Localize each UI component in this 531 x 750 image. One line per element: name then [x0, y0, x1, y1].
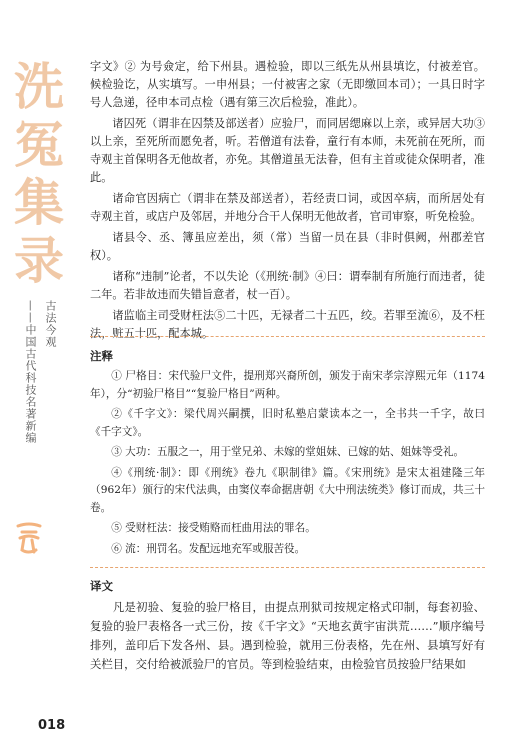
paragraph: 字文》② 为号僉定，给下州县。遇检验，即以三纸先从州县填讫，付被差官。候检验讫，从实填写。一申州县；一付被害之家（无即缴回本司）；一具日时字号人急递，径申本司点检（遇有第三次后检验，准此）。: [90, 60, 485, 109]
book-side-title: [8, 58, 70, 290]
note-item: ③ 大功：五服之一，用于堂兄弟、未嫁的堂姐妹、已嫁的姑、姐妹等受礼。: [111, 446, 465, 458]
translation-heading: 译文: [90, 579, 113, 593]
note-item: ⑥ 流：刑罚名。发配远地充军或服苦役。: [111, 542, 306, 555]
series-subtitle: 中国古代科技名著新编: [24, 324, 37, 444]
series-column-sub: [22, 300, 38, 444]
side-title-char: 冤: [14, 116, 64, 174]
translation-text: [90, 598, 485, 677]
paragraph: 诸命官因病亡（谓非在禁及部送者），若经责口词，或因卒病，而所居处有寺观主首，或店户及邻居，并地分合干人保明无他故者，官司审察，听免检验。: [90, 192, 485, 223]
side-title-char: 录: [14, 232, 64, 290]
note-item: ① 尸格目：宋代验尸文件，提刑郑兴裔所创，颁发于南宋孝宗淳熙元年（1174年），分“初验尸格目”“复验尸格目”两种。: [90, 370, 485, 400]
paragraph: 诸囚死（谓非在囚禁及部送者）应验尸，而同居缌麻以上亲，或异居大功③以上亲，至死所而愿免者，听。若僧道有法眷，童行有本师，未死前在死所，而寺观主首保明各无他故者，亦免。其僧道虽无法眷，但有主首或徒众保明者，准此。: [90, 117, 485, 184]
paragraph: 诸监临主司受财枉法⑤二十匹，无禄者二十五匹，绞。若罪至流⑥，及不枉法，赃五十匹，配本城。: [90, 309, 485, 340]
series-dash: ——: [24, 300, 37, 324]
paragraph: 凡是初验、复验的验尸格目，由提点刑狱司按规定格式印制，每套初验、复验的验尸表格各一式三份，按《千字文》“天地玄黄宇宙洪荒……”顺序编号排列，盖印后下发各州、县。遇到检验，就用三份表格，先在州、县填写好有关栏目，交付给被派验尸的官员。等到检验结束，由检验官员按验尸结果如: [90, 600, 485, 671]
main-text: [90, 58, 485, 346]
note-item: ④《刑统·制》：即《刑统》卷九《职制律》篇。《宋刑统》是宋太祖建隆三年（962年）颁行的宋代法典，由窦仪奉命据唐朝《大中刑法统类》修订而成，共三十卷。: [90, 466, 485, 514]
section-divider: [90, 567, 485, 568]
side-title-char: 集: [14, 174, 64, 232]
series-title: [22, 300, 57, 540]
paragraph: 诸县令、丞、簿虽应差出，须（常）当留一员在县（非时俱阙，州郡差官权）。: [90, 231, 485, 262]
series-column-main: 古法今观: [44, 300, 57, 348]
seal-icon: [12, 520, 46, 556]
note-item: ②《千字文》：梁代周兴嗣撰，旧时私塾启蒙读本之一，全书共一千字，故曰《千字文》。: [90, 408, 485, 438]
paragraph: 诸称“违制”论者，不以失论（《刑统·制》④曰：谓奉制有所施行而违者，徒二年。若非故违而失错旨意者，杖一百）。: [90, 270, 485, 301]
section-divider: [90, 336, 485, 337]
note-item: ⑤ 受财枉法：接受贿赂而枉曲用法的罪名。: [111, 522, 316, 534]
side-title-char: 洗: [14, 58, 64, 116]
notes-heading: 注释: [90, 349, 113, 363]
page-number: 018: [38, 718, 66, 733]
notes-list: [90, 368, 485, 561]
